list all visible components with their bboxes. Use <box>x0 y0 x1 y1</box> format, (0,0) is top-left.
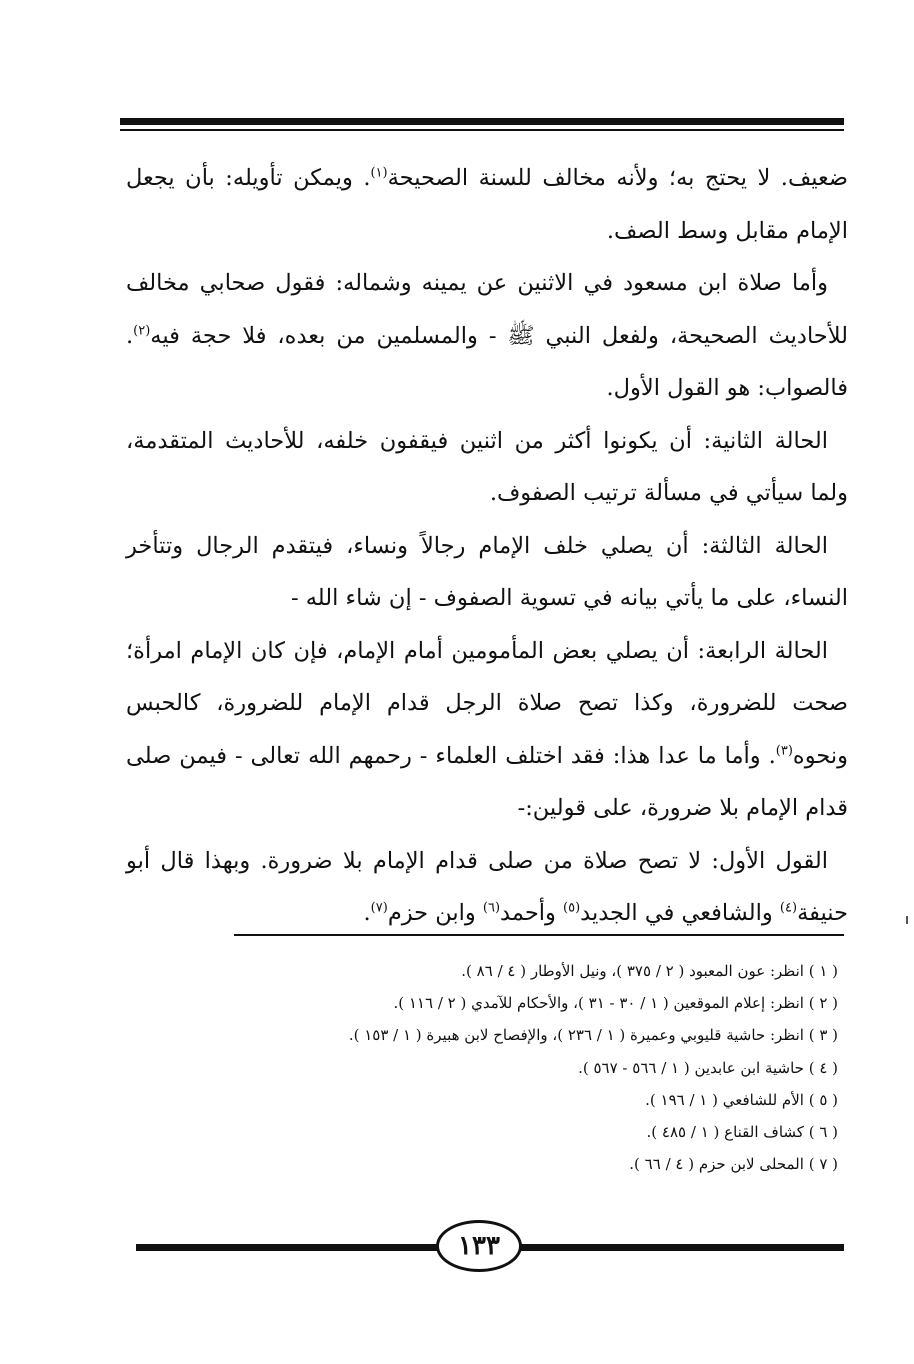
paragraph-2-text: وأما صلاة ابن مسعود في الاثنين عن يمينه وشماله: فقول صحابي مخالف للأحاديث الصحيحة، ولفعل النبي ﷺ - والمسلمين من بعده، فلا حجة فيه <box>126 270 848 349</box>
footnote-1: ( ١ ) انظر: عون المعبود ( ٢ / ٣٧٥ )، ونيل الأوطار ( ٤ / ٨٦ ). <box>461 962 838 980</box>
paragraph-6-text-d: وابن حزم <box>387 900 483 926</box>
footer-rule-left <box>136 1244 438 1251</box>
footnotes <box>126 955 838 1180</box>
paragraph-3: الحالة الثانية: أن يكونوا أكثر من اثنين فيقفون خلفه، للأحاديث المتقدمة، ولما سيأتي في مسألة ترتيب الصفوف. <box>126 427 848 506</box>
footnote-2: ( ٢ ) انظر: إعلام الموقعين ( ١ / ٣٠ - ٣١ )، والأحكام للآمدي ( ٢ / ١١٦ ). <box>393 994 838 1013</box>
footnote-5: ( ٥ ) الأم للشافعي ( ١ / ١٩٦ ). <box>645 1090 838 1109</box>
paragraph-5-text-end: . وأما ما عدا هذا: فقد اختلف العلماء - رحمهم الله تعالى - فيمن صلى قدام الإمام بلا ضرورة، على قولين:- <box>126 742 848 821</box>
paragraph-2-text-end: . فالصواب: هو القول الأول. <box>126 322 848 401</box>
paragraph-1-text-end: . ويمكن تأويله: بأن يجعل الإمام مقابل وسط الصف. <box>126 165 848 244</box>
paragraph-2 <box>126 257 848 415</box>
paragraph-6 <box>126 835 848 940</box>
footnote-ref-5: (٥) <box>563 900 581 916</box>
header-rule-thin <box>120 129 844 131</box>
header-rule-thick <box>120 118 844 125</box>
paragraph-1-text: ضعيف. لا يحتج به؛ ولأنه مخالف للسنة الصحيحة <box>387 165 848 191</box>
footnote-ref-6: (٦) <box>482 900 501 916</box>
footnote-ref-7: (٧) <box>370 900 388 916</box>
paragraph-5 <box>126 625 848 835</box>
paragraph-6-text: القول الأول: لا تصح صلاة من صلى قدام الإمام بلا ضرورة. وبهذا قال أبو حنيفة <box>126 847 848 926</box>
paragraph-1 <box>126 152 848 257</box>
footnote-ref-1: (١) <box>370 165 388 181</box>
paragraph-4: الحالة الثالثة: أن يصلي خلف الإمام رجالاً ونساء، فيتقدم الرجال وتتأخر النساء، على ما يأتي بيانه في تسوية الصفوف - إن شاء الله - <box>126 532 848 611</box>
footnote-3: ( ٣ ) انظر: حاشية قليوبي وعميرة ( ١ / ٢٣٦ )، والإفصاح لابن هبيرة ( ١ / ١٥٣ ). <box>348 1026 838 1045</box>
footnote-7: ( ٧ ) المحلى لابن حزم ( ٤ / ٦٦ ). <box>629 1155 838 1174</box>
footnote-4: ( ٤ ) حاشية ابن عابدين ( ١ / ٥٦٦ - ٥٦٧ ). <box>578 1058 838 1077</box>
footnote-ref-2: (٢) <box>133 323 151 338</box>
paragraph-6-text-b: والشافعي في الجديد <box>580 900 780 926</box>
scan-mark <box>906 916 908 924</box>
paragraph-6-text-c: وأحمد <box>500 900 564 926</box>
main-text <box>126 152 848 940</box>
footnote-ref-4: (٤) <box>779 900 798 916</box>
footnote-6: ( ٦ ) كشاف القناع ( ١ / ٤٨٥ ). <box>646 1123 838 1142</box>
footnote-separator <box>234 934 844 936</box>
footer-rule-right <box>520 1244 844 1251</box>
paragraph-5-text: الحالة الرابعة: أن يصلي بعض المأمومين أمام الإمام، فإن كان الإمام امرأة؛ صحت للضرورة، وكذا تصح صلاة الرجل قدام الإمام للضرورة، كالحبس ونحوه <box>126 637 848 769</box>
page-number: ١٣٣ <box>436 1220 522 1272</box>
paragraph-6-text-end: . <box>363 900 371 926</box>
footnote-ref-3: (٣) <box>775 743 793 758</box>
